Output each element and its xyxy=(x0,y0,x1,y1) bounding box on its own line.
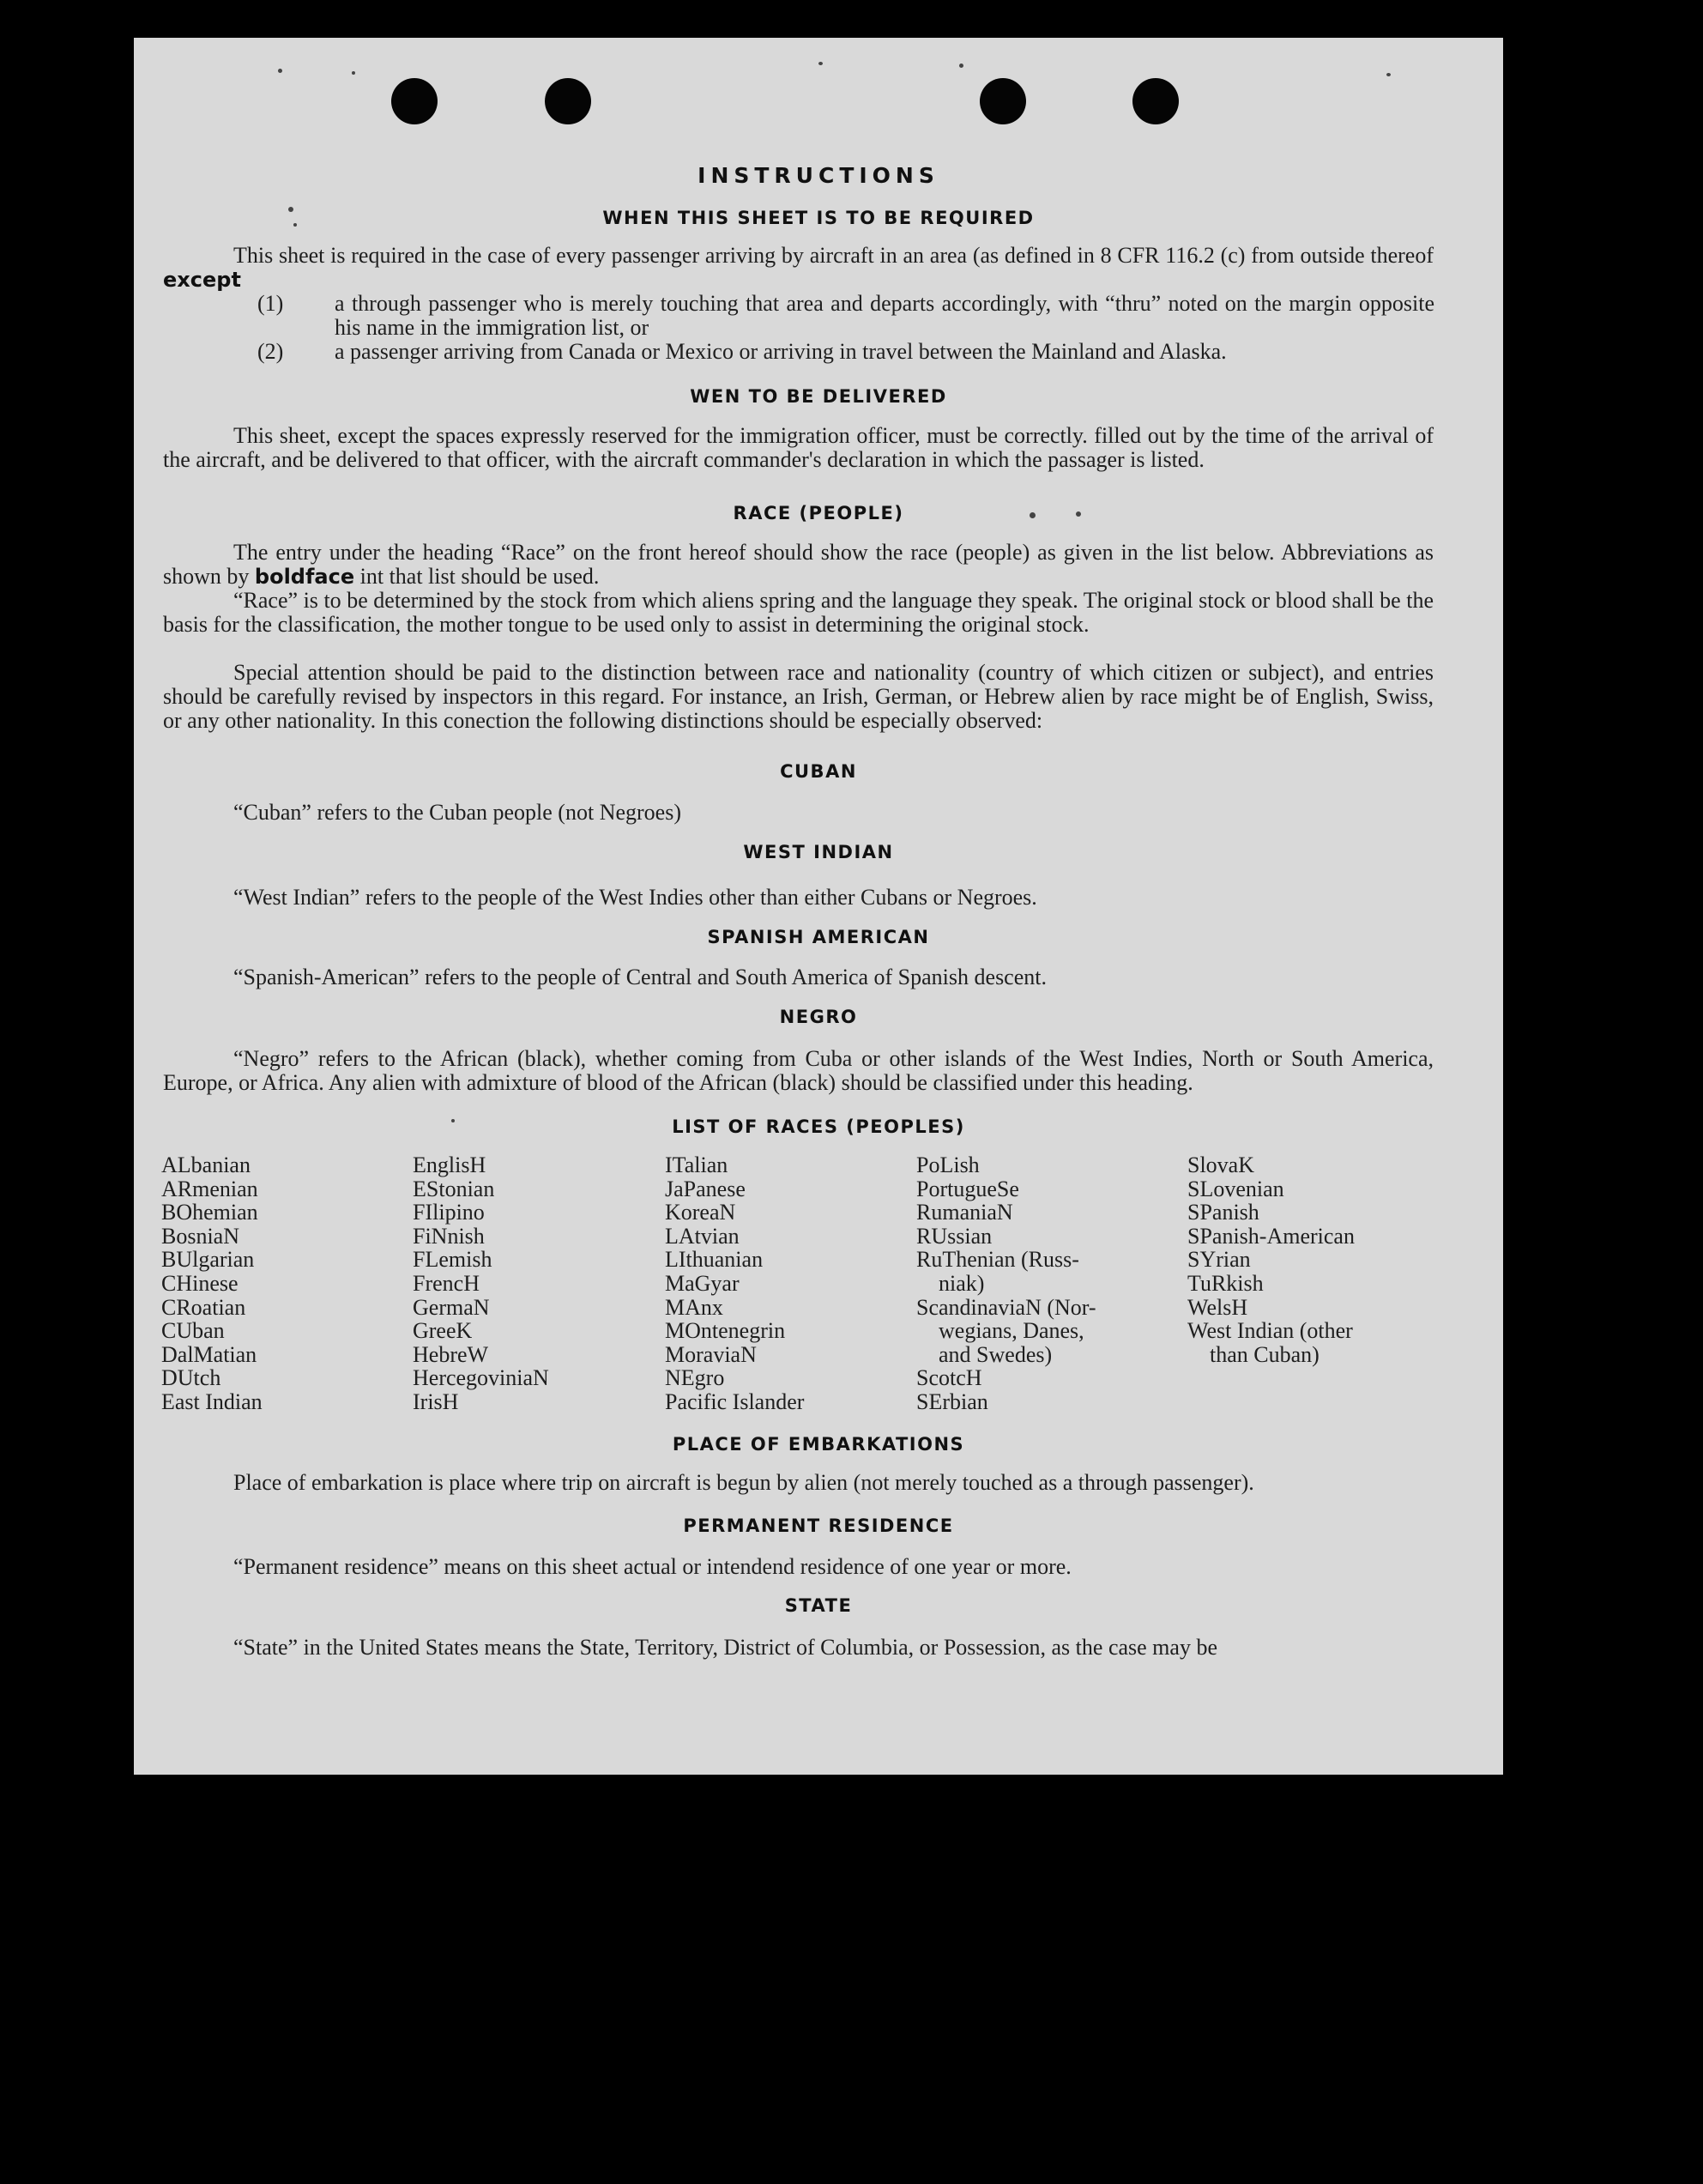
punch-hole xyxy=(1132,78,1179,124)
race-entry-continued: and Swedes) xyxy=(939,1341,1053,1367)
required-intro-text: This sheet is required in the case of every passenger arriving by aircraft in an area (as defined in 8 CFR 116.2 (c) from outside thereof xyxy=(233,243,1434,268)
race-entry: SYrian xyxy=(1187,1247,1251,1273)
race-entry: BUlgarian xyxy=(161,1247,255,1273)
race-list-column xyxy=(665,1153,804,1414)
dust-speck xyxy=(352,71,355,75)
race-entry: KoreaN xyxy=(665,1200,736,1225)
document-sheet xyxy=(134,38,1503,1775)
race-entry: HercegoviniaN xyxy=(413,1365,549,1391)
race-entry: BosniaN xyxy=(161,1223,239,1249)
required-intro xyxy=(163,244,1434,292)
section-heading-spanish-american: SPANISH AMERICAN xyxy=(707,927,930,947)
race-entry: LIthuanian xyxy=(665,1247,764,1273)
race-entry: FrencH xyxy=(413,1270,480,1296)
cuban-definition: “Cuban” refers to the Cuban people (not Negroes) xyxy=(233,800,681,825)
race-entry: West Indian (other xyxy=(1187,1318,1353,1344)
race-entry: MAnx xyxy=(665,1294,723,1320)
race-paragraph xyxy=(163,541,1434,589)
race-paragraph-text: The entry under the heading “Race” on the front hereof should show the race (people) as given in the list below. Abbreviations as shown by xyxy=(163,540,1434,589)
west-indian-definition: “West Indian” refers to the people of the West Indies other than either Cubans or Negroes. xyxy=(233,885,1037,910)
race-entry: ScandinaviaN (Nor- xyxy=(916,1294,1096,1320)
race-entry-continued: wegians, Danes, xyxy=(939,1318,1084,1344)
exception-text: a through passenger who is merely touching that area and departs accordingly, with “thru” noted on the margin opposite his name in the immigration list, or xyxy=(335,291,1434,340)
race-entry: East Indian xyxy=(161,1388,263,1414)
race-list-column xyxy=(1187,1153,1355,1366)
race-entry: TuRkish xyxy=(1187,1270,1264,1296)
race-list-column xyxy=(916,1153,1096,1414)
race-entry: PoLish xyxy=(916,1152,980,1177)
boldface-emphasis: boldface xyxy=(254,565,355,589)
race-entry: DalMatian xyxy=(161,1341,257,1367)
race-entry: MOntenegrin xyxy=(665,1318,786,1344)
dust-speck xyxy=(959,64,963,68)
spanish-american-definition: “Spanish-American” refers to the people of Central and South America of Spanish descent. xyxy=(233,965,1047,989)
delivered-paragraph: This sheet, except the spaces expressly reserved for the immigration officer, must be correctly. filled out by the time of the arrival of the aircraft, and be delivered to that officer, with the aircraft commander's declaration in which the passager is listed. xyxy=(163,423,1434,472)
exception-number: (2) xyxy=(257,339,284,364)
section-heading-negro: NEGRO xyxy=(779,1007,858,1027)
race-entry-continued: niak) xyxy=(939,1270,985,1296)
race-entry: CRoatian xyxy=(161,1294,246,1320)
race-entry: SlovaK xyxy=(1187,1152,1254,1177)
exception-number: (1) xyxy=(257,291,284,316)
race-entry: RuThenian (Russ- xyxy=(916,1247,1079,1273)
race-entry: RUssian xyxy=(916,1223,993,1249)
race-entry: SLovenian xyxy=(1187,1176,1284,1201)
section-heading-embarkation: PLACE OF EMBARKATIONS xyxy=(672,1434,965,1455)
race-entry: GreeK xyxy=(413,1318,473,1344)
race-entry: ScotcH xyxy=(916,1365,982,1391)
race-entry: HebreW xyxy=(413,1341,489,1367)
race-entry: EStonian xyxy=(413,1176,495,1201)
section-heading-state: STATE xyxy=(784,1595,853,1616)
residence-definition: “Permanent residence” means on this sheet actual or intendend residence of one year or more. xyxy=(233,1554,1072,1579)
section-heading-races-list: LIST OF RACES (PEOPLES) xyxy=(672,1116,965,1137)
race-paragraph-text: int that list should be used. xyxy=(359,564,600,589)
race-entry: IrisH xyxy=(413,1388,459,1414)
exception-item xyxy=(134,292,1434,340)
race-entry: PortugueSe xyxy=(916,1176,1019,1201)
race-entry: CUban xyxy=(161,1318,225,1344)
race-entry: ARmenian xyxy=(161,1176,258,1201)
race-entry: Pacific Islander xyxy=(665,1388,805,1414)
race-list-column xyxy=(413,1153,549,1414)
race-entry-continued: than Cuban) xyxy=(1210,1341,1320,1367)
race-entry: FiNnish xyxy=(413,1223,485,1249)
punch-hole xyxy=(545,78,591,124)
race-entry: ALbanian xyxy=(161,1152,251,1177)
race-entry: MoraviaN xyxy=(665,1341,757,1367)
exception-text: a passenger arriving from Canada or Mexico or arriving in travel between the Mainland and Alaska. xyxy=(335,339,1227,364)
race-entry: GermaN xyxy=(413,1294,490,1320)
race-entry: FIlipino xyxy=(413,1200,485,1225)
race-entry: CHinese xyxy=(161,1270,239,1296)
section-heading-cuban: CUBAN xyxy=(780,761,857,782)
race-entry: SPanish-American xyxy=(1187,1223,1355,1249)
race-entry: EnglisH xyxy=(413,1152,486,1177)
dust-speck xyxy=(818,62,823,65)
state-definition: “State” in the United States means the State, Territory, District of Columbia, or Possession, as the case may be xyxy=(233,1635,1217,1660)
negro-definition: “Negro” refers to the African (black), whether coming from Cuba or other islands of the West Indies, North or South America, Europe, or Africa. Any alien with admixture of blood of the African (black) should be classified under this heading. xyxy=(163,1046,1434,1095)
race-paragraph: “Race” is to be determined by the stock from which aliens spring and the language they speak. The original stock or blood shall be the basis for the classification, the mother tongue to be used only to assist in determining the original stock. xyxy=(163,588,1434,637)
punch-hole xyxy=(391,78,438,124)
page-title: INSTRUCTIONS xyxy=(698,163,939,188)
race-entry: WelsH xyxy=(1187,1294,1248,1320)
race-entry: FLemish xyxy=(413,1247,492,1273)
race-entry: DUtch xyxy=(161,1365,221,1391)
race-entry: BOhemian xyxy=(161,1200,258,1225)
race-paragraph: Special attention should be paid to the distinction between race and nationality (country of which citizen or subject), and entries should be carefully revised by inspectors in this regard. For instance, an Irish, German, or Hebrew alien by race might be of English, Swiss, or any other nationality. In this conection the following distinctions should be especially observed: xyxy=(163,660,1434,733)
race-entry: SPanish xyxy=(1187,1200,1259,1225)
race-entry: NEgro xyxy=(665,1365,725,1391)
race-entry: LAtvian xyxy=(665,1223,740,1249)
section-heading-race: RACE (PEOPLE) xyxy=(733,503,904,523)
race-entry: MaGyar xyxy=(665,1270,740,1296)
race-list-column xyxy=(161,1153,263,1414)
race-entry: ITalian xyxy=(665,1152,728,1177)
section-heading-delivered: WEN TO BE DELIVERED xyxy=(690,386,947,407)
section-heading-residence: PERMANENT RESIDENCE xyxy=(683,1515,954,1536)
race-entry: RumaniaN xyxy=(916,1200,1013,1225)
section-heading-west-indian: WEST INDIAN xyxy=(743,842,894,862)
dust-speck xyxy=(278,69,282,73)
section-heading-required: WHEN THIS SHEET IS TO BE REQUIRED xyxy=(602,208,1035,228)
dust-speck xyxy=(1386,73,1391,76)
embarkation-definition: Place of embarkation is place where trip on aircraft is begun by alien (not merely touched as a through passenger). xyxy=(233,1470,1254,1495)
race-entry: JaPanese xyxy=(665,1176,746,1201)
exception-item xyxy=(134,340,1434,364)
punch-hole xyxy=(980,78,1026,124)
race-entry: SErbian xyxy=(916,1388,988,1414)
except-emphasis: except xyxy=(163,268,241,292)
